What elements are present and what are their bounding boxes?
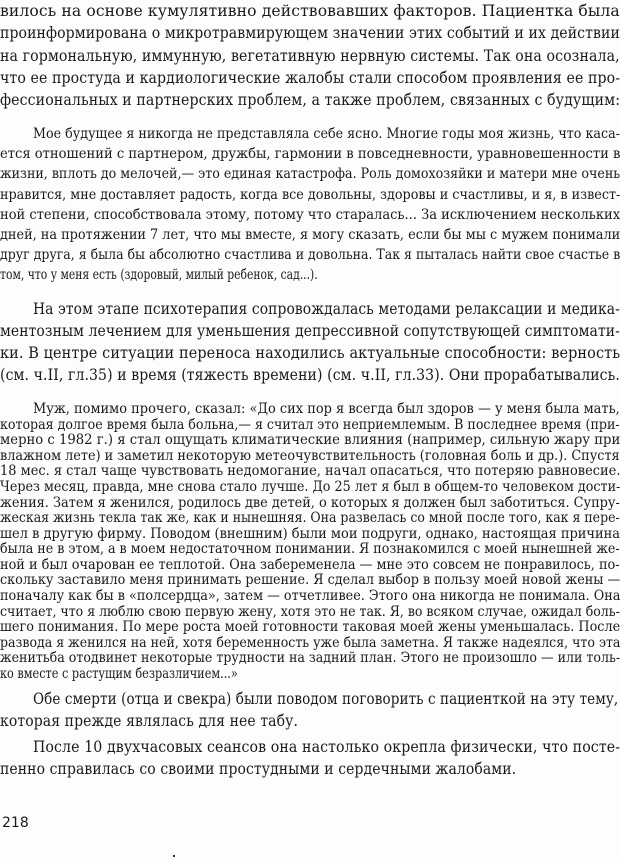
quote-line: ной степени, способствовала этому, потому что старалась... За исключением нескольких bbox=[0, 207, 620, 223]
quote-line: Муж, помимо прочего, сказал: «До сих пор я всегда был здоров — у меня была мать, bbox=[33, 401, 620, 417]
text-line: что ее простуда и кардиологические жалобы стали способом проявления ее про- bbox=[0, 69, 620, 87]
quote-line: ной и был очарован ее теплотой. Она забеременела — мне это совсем не понравилось, по- bbox=[0, 557, 620, 573]
quote-line: ко вместе с растущим безразличием...» bbox=[0, 666, 238, 682]
quote-line: женитьба отодвинет некоторые трудности на задний план. Этого не произошло — или толь- bbox=[0, 650, 620, 666]
quote-line: жизни, вплоть до мелочей,— это единая катастрофа. Роль домохозяйки и матери мне очень bbox=[0, 166, 620, 182]
text-line: (см. ч.II, гл.35) и время (тяжесть времени) (см. ч.II, гл.33). Они прорабатывались. bbox=[0, 366, 620, 384]
quote-line: скольку заставило меня принимать решение. Я сделал выбор в пользу моей новой жены — bbox=[0, 572, 620, 588]
quote-line: Мое будущее я никогда не представляла себе ясно. Многие годы моя жизнь, что каса- bbox=[33, 126, 620, 142]
quote-line: нравится, мне доставляет радость, когда все довольны, здоровы и счастливы, и я, в извест- bbox=[0, 187, 620, 203]
quote-line: влажном лете) и заметил некоторую метеочувствительность (головная боль и др.). Спустя bbox=[0, 448, 620, 464]
text-line: проинформирована о микротравмирующем значении этих событий и их действии bbox=[0, 24, 620, 42]
quote-line: считает, что я люблю свою первую жену, хотя это не так. Я, во всяком случае, ожидал боль- bbox=[0, 604, 620, 620]
quote-line: поначалу как бы в «полсердца», затем — отчетливее. Этого она никогда не понимала. Она bbox=[0, 588, 620, 604]
text-line: на гормональную, иммунную, вегетативную нервную системы. Так она осознала, bbox=[0, 47, 620, 65]
text-line: ментозным лечением для уменьшения депрессивной сопутствующей симптомати- bbox=[0, 322, 620, 340]
text-line: ки. В центре ситуации переноса находились актуальные способности: верность bbox=[0, 344, 620, 362]
quote-line: друг друга, я была бы абсолютно счастлива и довольна. Так я пыталась найти свое счастье в bbox=[0, 247, 620, 263]
text-line: которая прежде являлась для нее табу. bbox=[0, 712, 298, 730]
quote-line: развода я женился на ней, хотя беременность уже была заметна. Я также надеялся, что эта bbox=[0, 635, 620, 651]
quote-line: 18 мес. я стал чаще чувствовать недомогание, начал опасаться, что потеряю равновесие. bbox=[0, 463, 620, 479]
quote-line: мерно с 1982 г.) я стал ощущать климатические влияния (например, сильную жару при bbox=[0, 432, 620, 448]
quote-line: Через месяц, правда, мне снова стало лучше. До 25 лет я был в общем-то человеком дости- bbox=[0, 479, 620, 495]
quote-line: дней, на протяжении 7 лет, что мы вместе, я могу сказать, если бы мы с мужем понимали bbox=[0, 227, 620, 243]
scan-speck bbox=[173, 855, 175, 857]
quote-line: том, что у меня есть (здоровый, милый ребенок, сад...). bbox=[0, 267, 318, 283]
quote-line: жения. Затем я женился, родилось две детей, о которых я должен был заботиться. Супру- bbox=[0, 495, 620, 511]
quote-line: шел в другую фирму. Поводом (внешним) были мои подруги, однако, настоящая причина bbox=[0, 526, 620, 542]
text-line: После 10 двухчасовых сеансов она настолько окрепла физически, что посте- bbox=[33, 738, 620, 756]
quote-line: была не в этом, а в моем недостаточном понимании. Я познакомился с моей нынешней же- bbox=[0, 541, 620, 557]
text-line: вилось на основе кумулятивно действовавших факторов. Пациентка была bbox=[0, 2, 620, 20]
quote-line: шего понимания. По мере роста моей готовности таковая моей жены уменьшалась. После bbox=[0, 619, 620, 635]
quote-line: жеская жизнь текла так же, как и нынешняя. Она развелась со мной после того, как я пере- bbox=[0, 510, 620, 526]
page-number: 218 bbox=[2, 815, 29, 831]
quote-line: ется отношений с партнером, дружбы, гармонии в повседневности, уравновешенности в bbox=[0, 146, 620, 162]
text-line: Обе смерти (отца и свекра) были поводом поговорить с пациенткой на эту тему, bbox=[33, 690, 619, 708]
text-line: На этом этапе психотерапия сопровождалась методами релаксации и медика- bbox=[33, 300, 620, 318]
text-line: пенно справилась со своими простудными и сердечными жалобами. bbox=[0, 760, 517, 778]
text-line: фессиональных и партнерских проблем, а также проблем, связанных с будущим: bbox=[0, 91, 620, 109]
quote-line: которая долгое время была больна,— я считал это неприемлемым. В последнее время (при- bbox=[0, 417, 620, 433]
